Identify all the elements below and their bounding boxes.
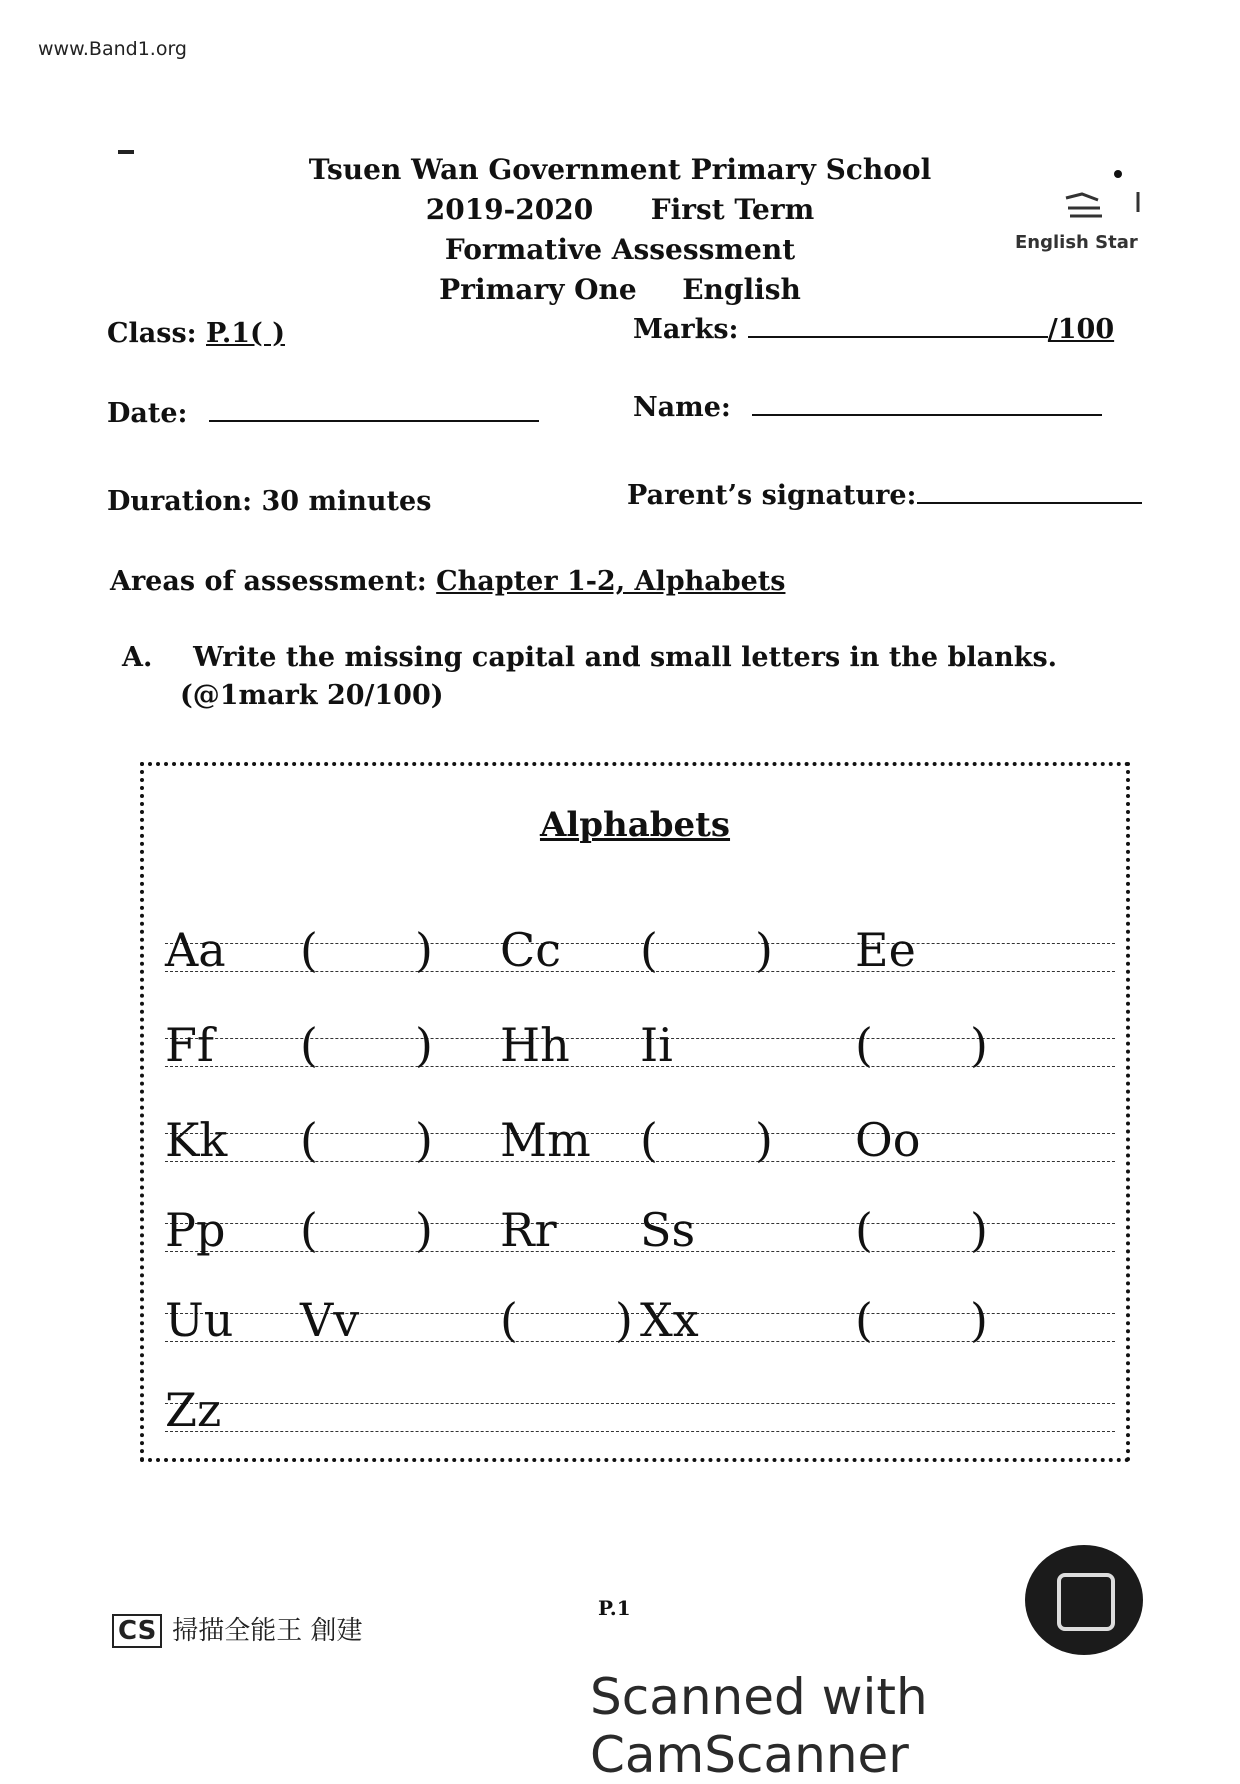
- english-star-logo-icon: [1010, 160, 1150, 270]
- blank-close-paren: ): [970, 1203, 988, 1257]
- blank-open-paren: (: [300, 1018, 318, 1072]
- parent-signature-field: [627, 480, 1142, 511]
- subject: English: [682, 273, 801, 306]
- alphabet-letter-pair: Ee: [855, 923, 916, 977]
- areas-label: Areas of assessment:: [110, 566, 427, 597]
- alphabet-letter-pair: Cc: [500, 923, 561, 977]
- term: First Term: [650, 193, 815, 226]
- blank-close-paren: ): [755, 923, 773, 977]
- letter-blank[interactable]: [322, 925, 413, 965]
- cs-text: 掃描全能王 創建: [172, 1616, 363, 1646]
- date-label: Date:: [107, 398, 188, 429]
- letter-blank[interactable]: [877, 1205, 968, 1245]
- alphabet-letter-pair: Oo: [855, 1113, 921, 1167]
- marks-label: Marks:: [633, 314, 739, 345]
- camscanner-badge-icon: [1025, 1545, 1143, 1655]
- cs-logo: CS: [112, 1614, 162, 1648]
- level: Primary One: [439, 273, 637, 306]
- marks-blank[interactable]: [748, 336, 1048, 338]
- name-field: [633, 392, 1102, 423]
- marks-field: [633, 314, 1114, 345]
- section-a-marks: (@1mark 20/100): [180, 680, 444, 711]
- blank-open-paren: (: [640, 1113, 658, 1167]
- date-field: [107, 398, 539, 429]
- name-blank[interactable]: [752, 414, 1102, 416]
- class-value: P.1( ): [206, 318, 285, 349]
- letter-blank[interactable]: [877, 1295, 968, 1335]
- letter-blank[interactable]: [522, 1295, 613, 1335]
- blank-open-paren: (: [855, 1293, 873, 1347]
- blank-open-paren: (: [300, 1113, 318, 1167]
- blank-close-paren: ): [415, 1018, 433, 1072]
- section-text: Write the missing capital and small letters in the blanks.: [193, 642, 1058, 673]
- blank-open-paren: (: [855, 1018, 873, 1072]
- areas-value: Chapter 1-2, Alphabets: [436, 566, 786, 597]
- academic-year: 2019-2020: [425, 193, 594, 226]
- section-a-instruction: [122, 642, 1057, 673]
- blank-close-paren: ): [415, 1113, 433, 1167]
- alphabet-letter-pair: Xx: [640, 1293, 699, 1347]
- letter-blank[interactable]: [877, 1020, 968, 1060]
- blank-open-paren: (: [300, 1203, 318, 1257]
- alphabet-letter-pair: Vv: [300, 1293, 360, 1347]
- name-label: Name:: [633, 392, 731, 423]
- alphabet-letter-pair: Ss: [640, 1203, 696, 1257]
- alphabet-letter-pair: Ff: [165, 1018, 214, 1072]
- alphabet-row: [165, 1293, 1115, 1347]
- school-name: Tsuen Wan Government Primary School: [308, 153, 932, 186]
- class-label: Class:: [107, 318, 197, 349]
- blank-close-paren: ): [615, 1293, 633, 1347]
- parent-signature-label: Parent’s signature:: [627, 480, 917, 511]
- page-number: P.1: [598, 1596, 631, 1620]
- alphabet-letter-pair: Kk: [165, 1113, 228, 1167]
- blank-close-paren: ): [755, 1113, 773, 1167]
- areas-of-assessment: [110, 566, 785, 597]
- logo-text: English Star: [1015, 232, 1138, 253]
- alphabet-letter-pair: Rr: [500, 1203, 557, 1257]
- alphabet-row: [165, 1383, 1115, 1437]
- parent-signature-blank[interactable]: [917, 502, 1142, 504]
- letter-blank[interactable]: [662, 1115, 753, 1155]
- level-subject-line: [300, 270, 940, 310]
- stray-mark: [118, 150, 134, 154]
- letter-blank[interactable]: [322, 1115, 413, 1155]
- duration: Duration: 30 minutes: [107, 486, 432, 517]
- class-field: [107, 318, 285, 349]
- assessment-title: Formative Assessment: [444, 233, 796, 266]
- alphabet-letter-pair: Aa: [165, 923, 226, 977]
- alphabet-letter-pair: Hh: [500, 1018, 570, 1072]
- alphabet-box: [140, 762, 1130, 1462]
- alphabet-row: [165, 1113, 1115, 1167]
- marks-total: /100: [1047, 314, 1115, 345]
- blank-open-paren: (: [855, 1203, 873, 1257]
- alphabet-letter-pair: Uu: [165, 1293, 234, 1347]
- alphabet-row: [165, 1203, 1115, 1257]
- blank-open-paren: (: [500, 1293, 518, 1347]
- section-letter: A.: [122, 642, 153, 673]
- blank-close-paren: ): [970, 1018, 988, 1072]
- alphabet-letter-pair: Ii: [640, 1018, 673, 1072]
- letter-blank[interactable]: [322, 1205, 413, 1245]
- letter-blank[interactable]: [322, 1020, 413, 1060]
- camscanner-credit: [112, 1610, 363, 1648]
- alphabet-letter-pair: Zz: [165, 1383, 222, 1437]
- source-watermark: www.Band1.org: [38, 38, 187, 60]
- blank-open-paren: (: [300, 923, 318, 977]
- alphabet-row: [165, 1018, 1115, 1072]
- alphabet-letter-pair: Pp: [165, 1203, 226, 1257]
- term-line: [300, 190, 940, 230]
- alphabet-row: [165, 923, 1115, 977]
- letter-blank[interactable]: [662, 925, 753, 965]
- date-blank[interactable]: [209, 420, 539, 422]
- alphabet-title: Alphabets: [539, 805, 731, 845]
- blank-close-paren: ): [415, 1203, 433, 1257]
- blank-close-paren: ): [970, 1293, 988, 1347]
- scanned-with-text: Scanned with CamScanner: [590, 1668, 928, 1784]
- blank-close-paren: ): [415, 923, 433, 977]
- blank-open-paren: (: [640, 923, 658, 977]
- alphabet-letter-pair: Mm: [500, 1113, 591, 1167]
